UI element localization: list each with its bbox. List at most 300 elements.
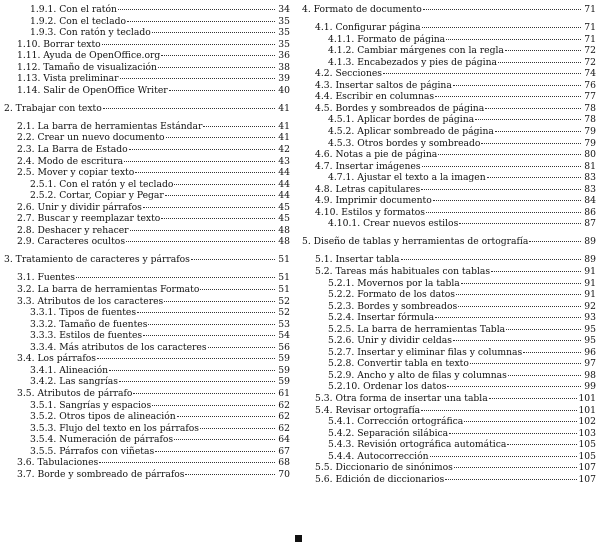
- toc-page-number: 98: [584, 369, 596, 381]
- toc-page-number: 84: [584, 195, 596, 207]
- toc-entry-label: 4.6. Notas a pie de página: [315, 149, 438, 161]
- dot-leader: [401, 259, 582, 260]
- toc-page-number: 83: [584, 183, 596, 195]
- toc-entry: [302, 45, 596, 57]
- toc-entry: [302, 126, 596, 138]
- toc-entry-label: 1.10. Borrar texto: [17, 38, 101, 50]
- toc-entry: [302, 172, 596, 184]
- dot-leader: [507, 444, 577, 445]
- toc-page-number: 107: [578, 473, 596, 485]
- toc-entry: [302, 22, 596, 34]
- toc-entry-label: 4.7. Insertar imágenes: [315, 160, 421, 172]
- toc-chapter: [302, 236, 596, 248]
- dot-leader: [102, 44, 275, 45]
- toc-entry-label: 2.3. La Barra de Estado: [17, 144, 128, 156]
- toc-entry: [4, 39, 290, 51]
- toc-entry-label: 2.7. Buscar y reemplazar texto: [17, 213, 161, 225]
- toc-entry-label: 1.9.1. Con el ratón: [30, 4, 117, 15]
- dot-leader: [435, 317, 581, 318]
- toc-entry-label: 2.5. Mover y copiar texto: [17, 167, 135, 179]
- dot-leader: [126, 241, 275, 242]
- toc-entry: [302, 266, 596, 278]
- toc-page-number: 77: [584, 91, 596, 103]
- toc-entry-label: 2.8. Deshacer y rehacer: [17, 224, 129, 236]
- toc-entry: [4, 434, 290, 446]
- toc-entry-label: 1.9.2. Con el teclado: [30, 15, 127, 27]
- toc-entry: [302, 324, 596, 336]
- toc-entry-label: 3.2. La barra de herramientas Formato: [17, 284, 200, 296]
- toc-entry: [4, 353, 290, 365]
- dot-leader: [76, 277, 275, 278]
- toc-page-number: 95: [584, 323, 596, 335]
- toc-entry-label: 4.5.2. Aplicar sombreado de página: [328, 125, 494, 137]
- dot-leader: [130, 230, 275, 231]
- toc-entry-label: 5.2.1. Movernos por la tabla: [328, 277, 460, 289]
- toc-page-number: 71: [584, 33, 596, 45]
- dot-leader: [137, 312, 275, 313]
- toc-entry: [4, 342, 290, 354]
- toc-entry-label: 1.12. Tamaño de visualización: [17, 61, 157, 73]
- dot-leader: [498, 62, 581, 63]
- toc-page-number: 105: [578, 450, 596, 462]
- dot-leader: [453, 85, 581, 86]
- toc-page-number: 87: [584, 218, 596, 230]
- toc-page-number: 107: [578, 462, 596, 474]
- toc-chapter: [302, 4, 596, 16]
- toc-entry: [302, 358, 596, 370]
- toc-entry: [302, 68, 596, 80]
- toc-page-number: 44: [278, 167, 290, 179]
- toc-entry-label: 3.3.2. Tamaño de fuentes: [30, 318, 148, 330]
- dot-leader: [445, 479, 577, 480]
- toc-page-number: 52: [278, 307, 290, 319]
- page-marker: [295, 535, 302, 542]
- toc-page-number: 44: [278, 178, 290, 190]
- dot-leader: [433, 200, 581, 201]
- toc-entry-label: 4.2. Secciones: [315, 68, 383, 80]
- dot-leader: [523, 352, 581, 353]
- toc-page-number: 36: [278, 50, 290, 62]
- toc-entry: [4, 225, 290, 237]
- toc-entry-label: 5. Diseño de tablas y herramientas de ortografía: [302, 236, 529, 248]
- dot-leader: [103, 108, 275, 109]
- toc-entry: [4, 319, 290, 331]
- toc-entry: [4, 400, 290, 412]
- dot-leader: [423, 9, 581, 10]
- toc-entry-label: 4.1.2. Cambiar márgenes con la regla: [328, 45, 504, 57]
- toc-page-number: 41: [278, 132, 290, 144]
- toc-page-number: 78: [584, 114, 596, 126]
- toc-entry: [302, 80, 596, 92]
- dot-leader: [152, 32, 275, 33]
- toc-entry-label: 1.13. Vista preliminar: [17, 73, 119, 85]
- dot-leader: [143, 207, 275, 208]
- dot-leader: [200, 289, 275, 290]
- toc-page-number: 62: [278, 399, 290, 411]
- toc-entry-label: 2. Trabajar con texto: [4, 102, 102, 114]
- dot-leader: [155, 451, 275, 452]
- toc-entry-label: 5.2.6. Unir y dividir celdas: [328, 335, 452, 347]
- toc-page-number: 41: [278, 120, 290, 132]
- toc-entry-label: 4.4. Escribir en columnas: [315, 91, 435, 103]
- toc-entry: [4, 388, 290, 400]
- dot-leader: [166, 137, 275, 138]
- dot-leader: [459, 223, 581, 224]
- toc-entry-label: 3.3.4. Más atributos de los caracteres: [30, 341, 207, 353]
- toc-page-number: 91: [584, 289, 596, 301]
- toc-entry: [302, 149, 596, 161]
- dot-leader: [421, 189, 581, 190]
- toc-page-number: 38: [278, 61, 290, 73]
- dot-leader: [118, 9, 275, 10]
- toc-entry: [4, 446, 290, 458]
- toc-entry-label: 4.5.1. Aplicar bordes de página: [328, 114, 475, 126]
- toc-page-number: 93: [584, 312, 596, 324]
- toc-entry-label: 3.6. Tabulaciones: [17, 457, 99, 469]
- toc-page-number: 67: [278, 445, 290, 457]
- toc-page-number: 64: [278, 434, 290, 446]
- toc-entry-label: 5.4.3. Revisión ortográfica automática: [328, 439, 507, 451]
- dot-leader: [383, 73, 581, 74]
- toc-page-number: 71: [584, 4, 596, 15]
- toc-entry: [4, 202, 290, 214]
- toc-entry-label: 2.5.1. Con el ratón y el teclado: [30, 178, 174, 190]
- toc-entry: [302, 474, 596, 486]
- toc-entry: [4, 423, 290, 435]
- toc-entry: [302, 91, 596, 103]
- dot-leader: [453, 340, 581, 341]
- toc-entry: [4, 16, 290, 28]
- toc-entry: [302, 301, 596, 313]
- toc-entry-label: 3. Tratamiento de caracteres y párrafos: [4, 254, 190, 266]
- toc-entry-label: 5.2. Tareas más habituales con tablas: [315, 265, 491, 277]
- toc-entry: [302, 462, 596, 474]
- toc-entry-label: 4.1. Configurar página: [315, 22, 421, 34]
- toc-entry-label: 4.3. Insertar saltos de página: [315, 79, 452, 91]
- dot-leader: [481, 143, 581, 144]
- toc-entry: [4, 27, 290, 39]
- dot-leader: [148, 324, 275, 325]
- dot-leader: [158, 67, 275, 68]
- toc-page-number: 51: [278, 272, 290, 284]
- dot-leader: [177, 416, 275, 417]
- toc-entry: [302, 138, 596, 150]
- toc-entry-label: 4.10.1. Crear nuevos estilos: [328, 218, 459, 230]
- dot-leader: [464, 421, 577, 422]
- dot-leader: [161, 218, 275, 219]
- toc-page-number: 42: [278, 144, 290, 156]
- toc-entry-label: 3.5.5. Párrafos con viñetas: [30, 445, 155, 457]
- dot-leader: [165, 195, 275, 196]
- toc-entry-label: 3.5.2. Otros tipos de alineación: [30, 411, 176, 423]
- dot-leader: [446, 39, 581, 40]
- toc-entry-label: 5.4.4. Autocorrección: [328, 450, 429, 462]
- dot-leader: [435, 96, 581, 97]
- dot-leader: [99, 462, 275, 463]
- dot-leader: [422, 27, 581, 28]
- toc-page-number: 59: [278, 353, 290, 365]
- toc-page-number: 86: [584, 206, 596, 218]
- toc-entry: [4, 376, 290, 388]
- dot-leader: [438, 154, 581, 155]
- dot-leader: [124, 161, 275, 162]
- toc-entry: [4, 62, 290, 74]
- toc-page-number: 35: [278, 27, 290, 39]
- toc-page-number: 53: [278, 318, 290, 330]
- toc-entry-label: 5.4.2. Separación silábica: [328, 427, 449, 439]
- toc-right-column: [302, 4, 596, 485]
- toc-entry-label: 5.4.1. Corrección ortográfica: [328, 416, 464, 428]
- toc-page-number: 48: [278, 236, 290, 248]
- toc-entry-label: 3.4.1. Alineación: [30, 364, 109, 376]
- toc-entry-label: 5.1. Insertar tabla: [315, 254, 400, 266]
- toc-entry: [4, 144, 290, 156]
- toc-entry-label: 3.7. Borde y sombreado de párrafos: [17, 468, 185, 480]
- toc-page-number: 56: [278, 341, 290, 353]
- toc-entry: [4, 85, 290, 97]
- toc-entry-label: 3.3.3. Estilos de fuentes: [30, 330, 143, 342]
- toc-page-number: 101: [578, 393, 596, 404]
- toc-entry-label: 3.5.3. Flujo del texto en los párrafos: [30, 422, 200, 434]
- toc-entry: [4, 284, 290, 296]
- toc-page-number: 51: [278, 254, 290, 266]
- dot-leader: [133, 393, 275, 394]
- toc-page-number: 89: [584, 254, 596, 266]
- toc-page-number: 54: [278, 330, 290, 342]
- toc-entry: [302, 381, 596, 393]
- toc-page-number: 61: [278, 387, 290, 399]
- toc-entry: [302, 161, 596, 173]
- dot-leader: [119, 381, 275, 382]
- toc-page-number: 41: [278, 102, 290, 114]
- toc-entry-label: 3.3. Atributos de los caracteres: [17, 295, 164, 307]
- toc-entry: [302, 347, 596, 359]
- toc-entry: [302, 335, 596, 347]
- toc-entry-label: 4.10. Estilos y formatos: [315, 206, 426, 218]
- toc-page-number: 79: [584, 125, 596, 137]
- toc-entry-label: 4.5. Bordes y sombreados de página: [315, 102, 485, 114]
- toc-entry-label: 4.7.1. Ajustar el texto a la imagen: [328, 172, 486, 184]
- toc-page-number: 45: [278, 201, 290, 213]
- toc-entry: [302, 57, 596, 69]
- toc-page-number: 34: [278, 4, 290, 15]
- toc-entry-label: 2.4. Modo de escritura: [17, 155, 124, 167]
- dot-leader: [529, 241, 581, 242]
- toc-entry-label: 4.1.3. Encabezados y pies de página: [328, 56, 497, 68]
- toc-entry-label: 1.9.3. Con ratón y teclado: [30, 27, 151, 39]
- toc-entry: [4, 469, 290, 481]
- toc-page-number: 72: [584, 45, 596, 57]
- toc-entry: [302, 405, 596, 417]
- dot-leader: [449, 433, 577, 434]
- toc-entry-label: 3.5. Atributos de párrafo: [17, 387, 133, 399]
- toc-page-number: 102: [578, 416, 596, 428]
- dot-leader: [421, 410, 577, 411]
- toc-page-number: 71: [584, 22, 596, 34]
- toc-entry: [302, 370, 596, 382]
- toc-entry-label: 3.5.1. Sangrías y espacios: [30, 399, 152, 411]
- toc-page-number: 91: [584, 277, 596, 289]
- dot-leader: [506, 329, 581, 330]
- dot-leader: [97, 358, 275, 359]
- dot-leader: [152, 405, 275, 406]
- toc-entry: [4, 411, 290, 423]
- dot-leader: [129, 149, 275, 150]
- toc-entry-label: 3.4.2. Las sangrías: [30, 376, 118, 388]
- dot-leader: [426, 212, 581, 213]
- dot-leader: [135, 172, 275, 173]
- toc-entry-label: 5.6. Edición de diccionarios: [315, 473, 445, 485]
- toc-entry-label: 3.4. Los párrafos: [17, 353, 96, 365]
- toc-page-number: 45: [278, 213, 290, 225]
- toc-entry-label: 5.2.9. Ancho y alto de filas y columnas: [328, 369, 507, 381]
- toc-entry: [302, 207, 596, 219]
- dot-leader: [174, 439, 275, 440]
- toc-entry: [302, 278, 596, 290]
- toc-entry: [4, 307, 290, 319]
- toc-entry-label: 3.1. Fuentes: [17, 272, 75, 284]
- toc-entry-label: 2.2. Crear un nuevo documento: [17, 132, 165, 144]
- dot-leader: [458, 306, 581, 307]
- toc-entry: [302, 254, 596, 266]
- toc-page-number: 92: [584, 300, 596, 312]
- toc-page-number: 59: [278, 364, 290, 376]
- toc-page-number: 43: [278, 155, 290, 167]
- toc-entry-label: 2.1. La barra de herramientas Estándar: [17, 120, 203, 132]
- toc-page-number: 62: [278, 422, 290, 434]
- toc-entry-label: 4.5.3. Otros bordes y sombreado: [328, 137, 481, 149]
- dot-leader: [454, 467, 578, 468]
- toc-entry-label: 1.14. Salir de OpenOffice Writer: [17, 84, 168, 96]
- toc-entry: [4, 50, 290, 62]
- toc-entry-label: 2.9. Caracteres ocultos: [17, 236, 126, 248]
- toc-entry: [302, 416, 596, 428]
- dot-leader: [191, 259, 275, 260]
- toc-page-number: 78: [584, 102, 596, 114]
- toc-entry-label: 5.2.3. Bordes y sombreados: [328, 300, 458, 312]
- dot-leader: [456, 294, 581, 295]
- dot-leader: [470, 363, 581, 364]
- toc-entry: [302, 34, 596, 46]
- dot-leader: [174, 184, 275, 185]
- dot-leader: [169, 90, 275, 91]
- toc-page-number: 103: [578, 427, 596, 439]
- toc-page-number: 81: [584, 160, 596, 172]
- toc-entry: [302, 195, 596, 207]
- toc-page-number: 48: [278, 224, 290, 236]
- toc-entry: [4, 121, 290, 133]
- dot-leader: [508, 375, 581, 376]
- toc-entry: [4, 190, 290, 202]
- toc-entry: [302, 114, 596, 126]
- toc-page-number: 72: [584, 56, 596, 68]
- toc-page-number: 97: [584, 358, 596, 370]
- toc-entry: [4, 365, 290, 377]
- toc-entry: [302, 439, 596, 451]
- dot-leader: [461, 283, 581, 284]
- toc-page-number: 62: [278, 411, 290, 423]
- toc-page-number: 76: [584, 79, 596, 91]
- toc-entry: [4, 4, 290, 16]
- toc-entry-label: 5.4. Revisar ortografía: [315, 404, 421, 416]
- toc-entry-label: 1.11. Ayuda de OpenOffice.org: [17, 50, 161, 62]
- dot-leader: [127, 21, 275, 22]
- toc-page-number: 40: [278, 84, 290, 96]
- toc-entry: [302, 218, 596, 230]
- dot-leader: [109, 370, 275, 371]
- toc-page-number: 68: [278, 457, 290, 469]
- toc-entry-label: 4. Formato de documento: [302, 4, 422, 15]
- toc-page-number: 105: [578, 439, 596, 451]
- toc-entry: [4, 213, 290, 225]
- dot-leader: [487, 177, 581, 178]
- toc-page-number: 79: [584, 137, 596, 149]
- toc-entry-label: 5.5. Diccionario de sinónimos: [315, 462, 453, 474]
- toc-page-number: 101: [578, 404, 596, 416]
- toc-entry: [4, 73, 290, 85]
- dot-leader: [505, 50, 581, 51]
- dot-leader: [143, 335, 275, 336]
- toc-entry: [4, 457, 290, 469]
- dot-leader: [475, 119, 581, 120]
- dot-leader: [161, 55, 275, 56]
- toc-entry-label: 5.2.8. Convertir tabla en texto: [328, 358, 469, 370]
- toc-entry: [302, 393, 596, 405]
- toc-page-number: 95: [584, 335, 596, 347]
- toc-entry-label: 5.2.2. Formato de los datos: [328, 289, 455, 301]
- toc-page-number: 89: [584, 236, 596, 248]
- toc-entry-label: 5.3. Otra forma de insertar una tabla: [315, 393, 488, 404]
- toc-entry: [4, 179, 290, 191]
- toc-entry-label: 2.6. Unir y dividir párrafos: [17, 201, 142, 213]
- toc-page-number: 51: [278, 284, 290, 296]
- dot-leader: [489, 398, 578, 399]
- dot-leader: [485, 108, 581, 109]
- toc-entry-label: 2.5.2. Cortar, Copiar y Pegar: [30, 190, 164, 202]
- toc-chapter: [4, 254, 290, 266]
- dot-leader: [164, 301, 275, 302]
- toc-page-number: 74: [584, 68, 596, 80]
- toc-entry-label: 5.2.4. Insertar fórmula: [328, 312, 435, 324]
- toc-page-number: 83: [584, 172, 596, 184]
- dot-leader: [495, 131, 581, 132]
- toc-entry-label: 3.5.4. Numeración de párrafos: [30, 434, 174, 446]
- dot-leader: [430, 456, 578, 457]
- toc-entry: [4, 167, 290, 179]
- toc-chapter: [4, 103, 290, 115]
- toc-page-number: 70: [278, 468, 290, 480]
- toc-entry: [4, 156, 290, 168]
- dot-leader: [203, 126, 275, 127]
- toc-page-number: 35: [278, 15, 290, 27]
- toc-page-number: 35: [278, 38, 290, 50]
- dot-leader: [491, 271, 581, 272]
- toc-entry: [4, 132, 290, 144]
- toc-entry: [302, 184, 596, 196]
- toc-entry-label: 3.3.1. Tipos de fuentes: [30, 307, 137, 319]
- toc-page-number: 80: [584, 149, 596, 161]
- toc-entry-label: 5.2.7. Insertar y eliminar filas y columnas: [328, 346, 523, 358]
- toc-entry: [4, 272, 290, 284]
- toc-entry-label: 4.9. Imprimir documento: [315, 195, 432, 207]
- dot-leader: [208, 347, 275, 348]
- toc-entry: [4, 296, 290, 308]
- dot-leader: [447, 386, 581, 387]
- dot-leader: [120, 78, 275, 79]
- toc-entry: [4, 236, 290, 248]
- toc-page-number: 59: [278, 376, 290, 388]
- toc-entry-label: 5.2.5. La barra de herramientas Tabla: [328, 323, 506, 335]
